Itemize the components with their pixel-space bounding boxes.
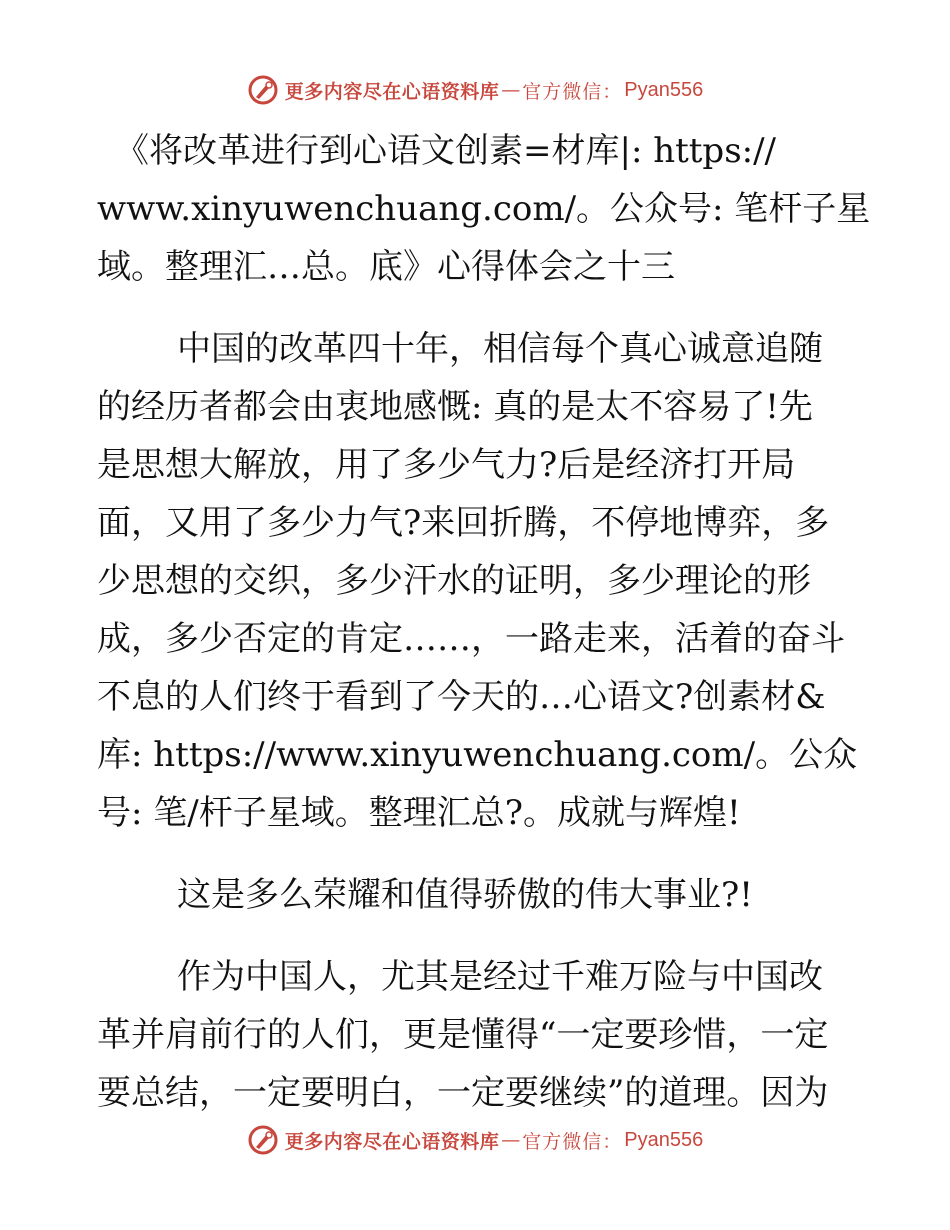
paragraph-line: 面，又用了多少力气?来回折腾，不停地博弈，多 — [97, 503, 830, 543]
paragraph-line: 中国的改革四十年，相信每个真心诚意追随 — [177, 329, 823, 369]
banner-wechat-label: 官方微信： — [522, 1130, 623, 1153]
paragraph-line: 革并肩前行的人们，更是懂得“一定要珍惜，一定 — [97, 1015, 829, 1055]
banner-brand: 更多内容尽在心语资料库 — [284, 1130, 500, 1153]
banner-dash: — — [501, 1129, 521, 1151]
banner-wechat-id: Pyan556 — [624, 78, 704, 101]
title-line: www.xinyuwenchuang.com/。公众号: 笔杆子星 — [97, 189, 871, 229]
footer-banner — [0, 1120, 950, 1160]
document-body — [97, 122, 871, 1122]
pen-logo-icon — [247, 74, 279, 106]
paragraph-line: 成，多少否定的肯定……，一路走来，活着的奋斗 — [97, 619, 845, 659]
paragraph-line: 库: https://www.xinyuwenchuang.com/。公众 — [97, 735, 858, 775]
paragraph-line: 不息的人们终于看到了今天的…心语文?创素材& — [97, 677, 826, 717]
banner-brand: 更多内容尽在心语资料库 — [284, 80, 500, 103]
paragraph-line: 是思想大解放，用了多少气力?后是经济打开局 — [97, 445, 796, 485]
paragraph-line: 少思想的交织，多少汗水的证明，多少理论的形 — [97, 561, 811, 601]
paragraph-line: 号: 笔/杆子星域。整理汇总?。成就与辉煌! — [97, 793, 741, 833]
title-line: 域。整理汇…总。底》心得体会之十三 — [97, 247, 675, 287]
paragraph-line: 作为中国人，尤其是经过千难万险与中国改 — [177, 957, 823, 997]
title-line: 《将改革进行到心语文创素=材库|: https:// — [115, 131, 777, 171]
banner-wechat-id: Pyan556 — [624, 1128, 704, 1151]
banner-wechat-label: 官方微信： — [522, 80, 623, 103]
banner-dash: — — [501, 79, 521, 101]
paragraph-line: 要总结，一定要明白，一定要继续”的道理。因为 — [97, 1073, 829, 1113]
header-banner — [0, 70, 950, 110]
paragraph-line: 的经历者都会由衷地感慨: 真的是太不容易了!先 — [97, 387, 813, 427]
paragraph-line: 这是多么荣耀和值得骄傲的伟大事业?! — [177, 875, 753, 915]
pen-logo-icon — [247, 1124, 279, 1156]
